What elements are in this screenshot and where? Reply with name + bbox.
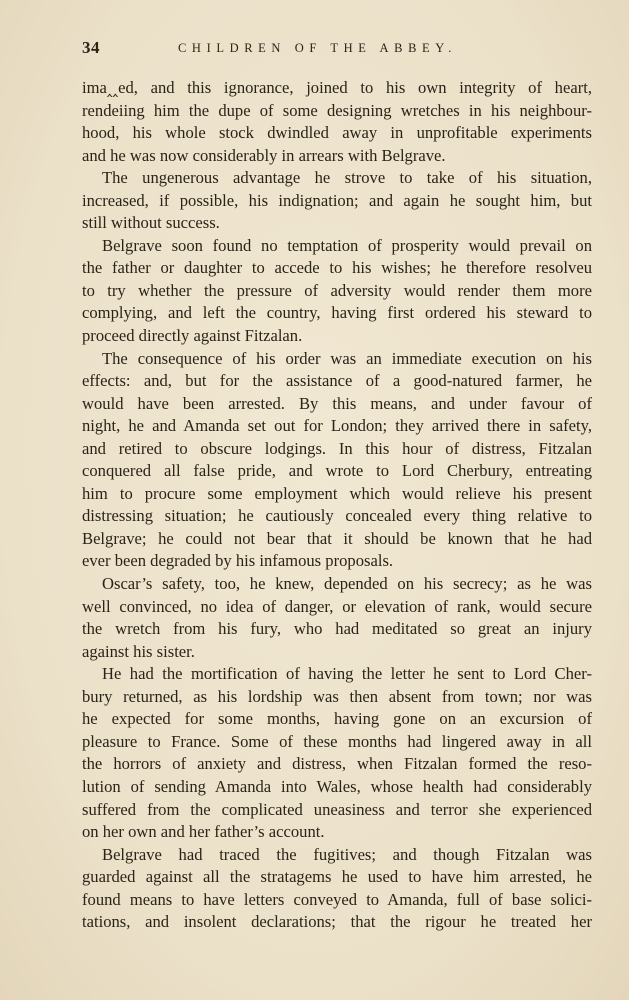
text-line: Belgrave soon found no temptation of prosperity would prevail on [102,235,592,255]
text-line: to try whether the pressure of adversity would render them more [82,280,592,300]
text-line: he expected for some months, having gone on an excursion of [82,709,592,729]
page-number: 34 [82,38,100,57]
text-line: conquered all false pride, and wrote to Lord Cherbury, entreating [82,461,592,481]
text-line: rendeiing him the dupe of some designing wretches in his neighbour- [82,100,592,120]
text-line: Belgrave had traced the fugitives; and though Fitzalan was [102,844,592,864]
page-header [82,38,592,60]
text-line: the horrors of anxiety and distress, when Fitzalan formed the reso- [82,754,592,774]
text-line: suffered from the complicated uneasiness and terror she experienced [82,799,592,819]
text-line: and retired to obscure lodgings. In this hour of distress, Fitzalan [82,438,592,458]
text-line: ever been degraded by his infamous proposals. [82,551,394,571]
text-line: hood, his whole stock dwindled away in unprofitable experiments [82,123,592,143]
text-line: Belgrave; he could not bear that it should be known that he had [82,528,592,548]
text-line: and he was now considerably in arrears with Belgrave. [82,145,446,165]
body-text [82,77,592,934]
text-line: on her own and her father’s account. [82,822,325,842]
text-line: the father or daughter to accede to his wishes; he therefore resolveu [82,258,592,278]
running-title: CHILDREN OF THE ABBEY. [178,41,458,55]
text-line: pleasure to France. Some of these months had lingered away in all [82,731,592,751]
text-line: proceed directly against Fitzalan. [82,326,303,346]
text-line: The ungenerous advantage he strove to take of his situation, [102,168,592,188]
text-line: found means to have letters conveyed to Amanda, full of base solici- [82,889,592,909]
text-line: lution of sending Amanda into Wales, whose health had considerably [82,776,592,796]
text-line: guarded against all the stratagems he used to have him arrested, he [82,867,592,887]
text-line: bury returned, as his lordship was then absent from town; nor was [82,686,592,706]
text-line: He had the mortification of having the letter he sent to Lord Cher- [102,664,592,684]
text-line: Oscar’s safety, too, he knew, depended on his secrecy; as he was [102,574,592,594]
text-line: increased, if possible, his indignation; and again he sought him, but [82,190,592,210]
text-line: The consequence of his order was an immediate execution on his [102,348,592,368]
text-line: effects: and, but for the assistance of a good-natured farmer, he [82,371,592,391]
text-line: still without success. [82,213,220,233]
text-line: distressing situation; he cautiously concealed every thing relative to [82,506,592,526]
text-line: well convinced, no idea of danger, or elevation of rank, would secure [82,596,592,616]
text-line: against his sister. [82,641,195,661]
text-line: tations, and insolent declarations; that the rigour he treated her [82,912,592,932]
text-line: complying, and left the country, having first ordered his steward to [82,303,592,323]
text-line: would have been arrested. By this means, and under favour of [82,393,592,413]
text-line: him to procure some employment which would relieve his present [82,483,592,503]
text-line: the wretch from his fury, who had meditated so great an injury [82,619,592,639]
text-line: night, he and Amanda set out for London; they arrived there in safety, [82,416,592,436]
text-line: ima‸‸ed, and this ignorance, joined to his own integrity of heart, [82,78,592,97]
